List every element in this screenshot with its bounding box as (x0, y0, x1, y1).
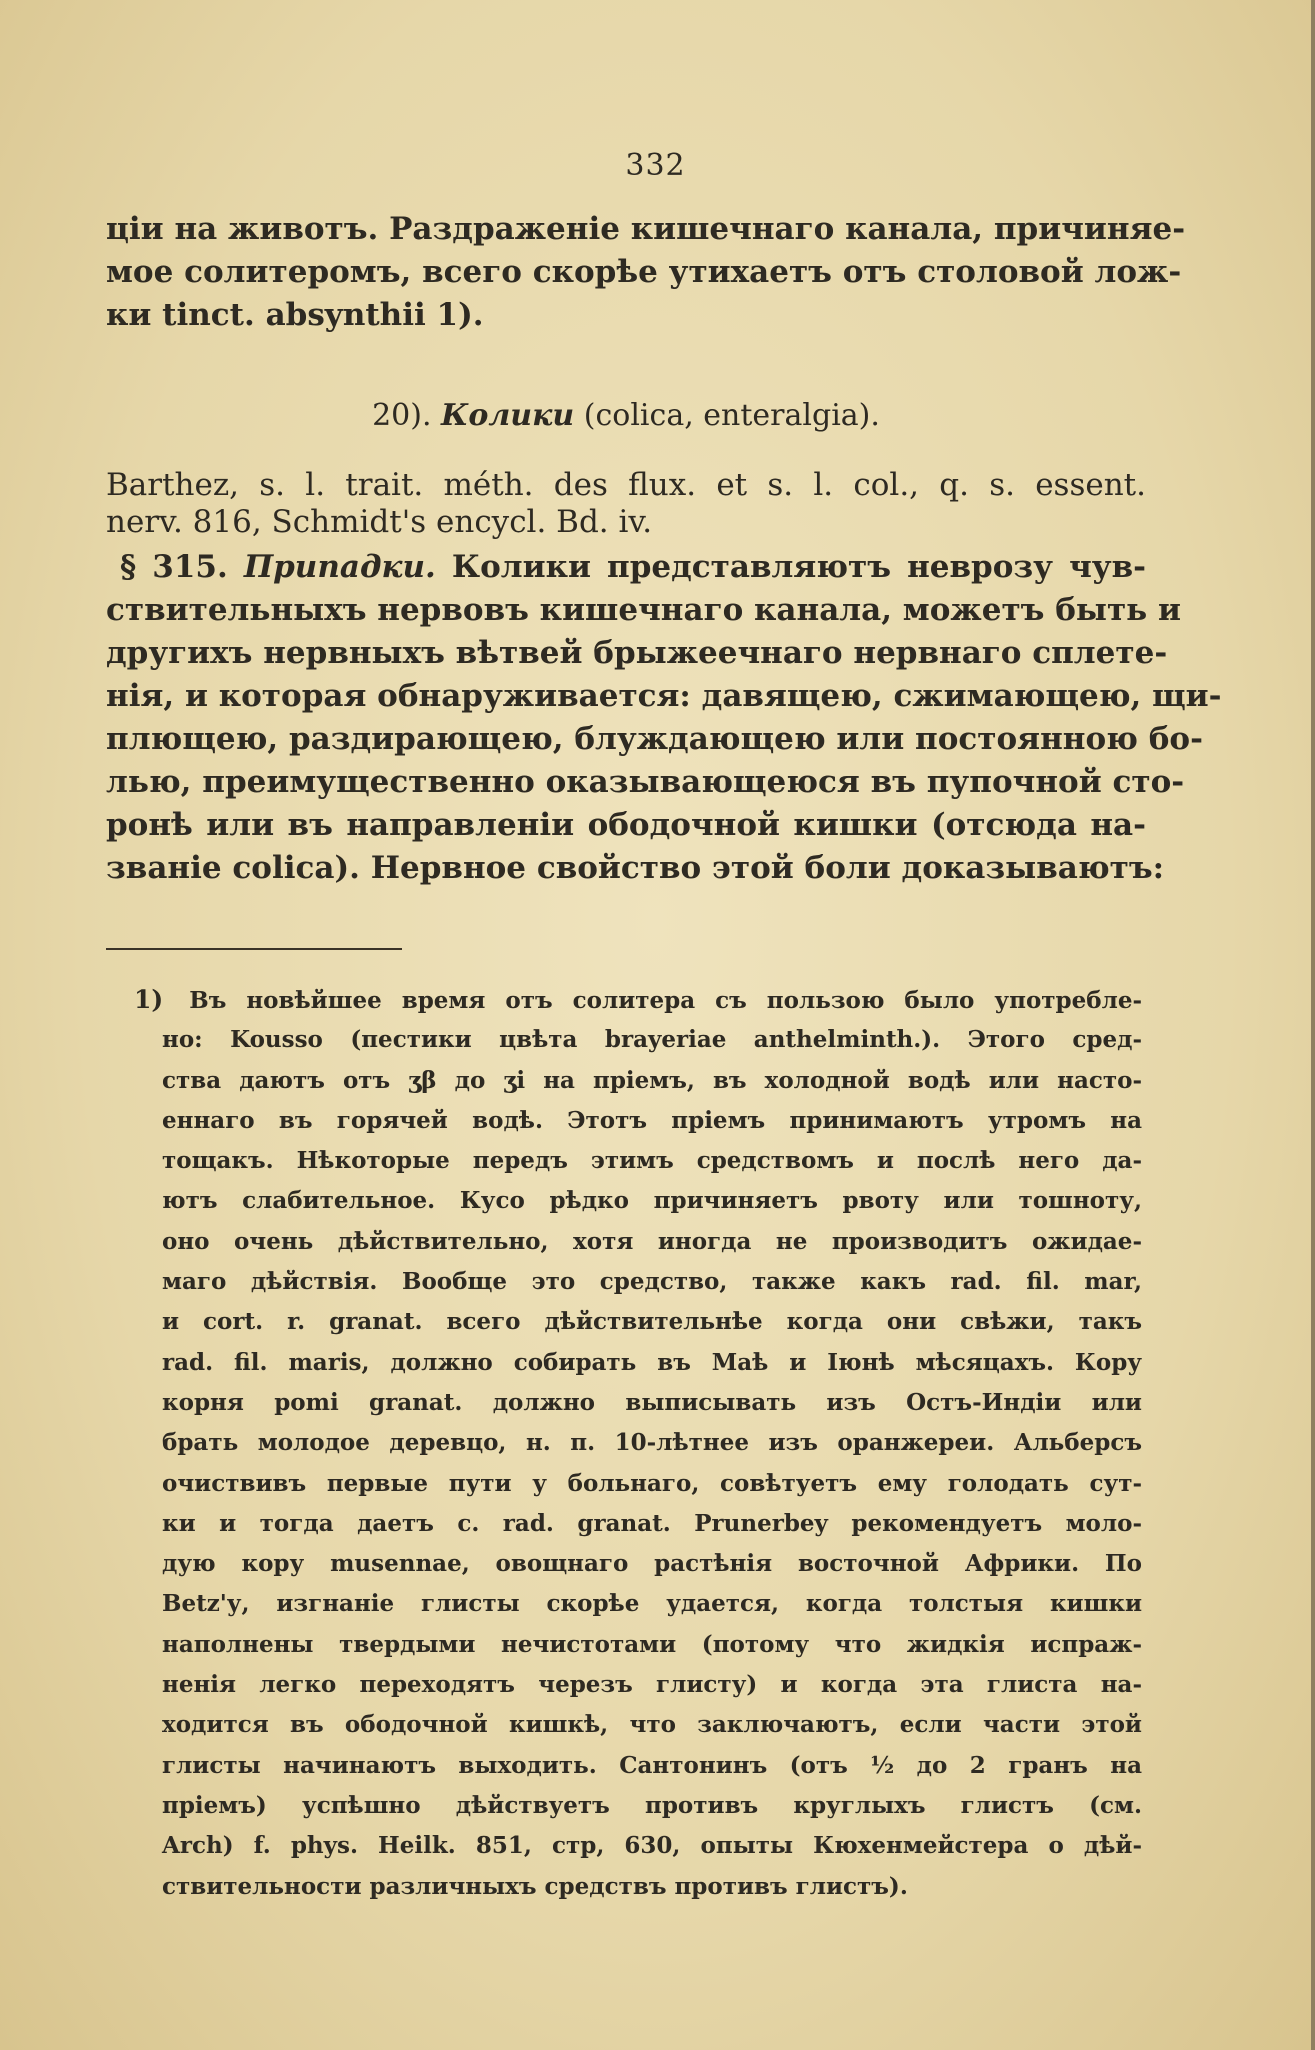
footnote-separator (106, 948, 402, 950)
footnote-line: ства даютъ отъ ʒβ до ʒi на пріемъ, въ холодной водѣ или насто- (162, 1066, 1142, 1094)
footnote-line: ки и тогда даетъ c. rad. granat. Prunerbey рекомендуетъ моло- (162, 1509, 1142, 1537)
footnote-line: наполнены твердыми нечистотами (потому что жидкія испраж- (162, 1630, 1142, 1658)
reference-line: Barthez, s. l. trait. méth. des flux. et s. l. col., q. s. essent. (106, 467, 1146, 503)
footnote-line: rad. fil. maris, должно собирать въ Маѣ и Іюнѣ мѣсяцахъ. Кору (162, 1348, 1142, 1376)
footnote-line: пріемъ) успѣшно дѣйствуетъ противъ круглыхъ глистъ (см. (162, 1791, 1142, 1819)
footnote-line: оно очень дѣйствительно, хотя иногда не производитъ ожидае- (162, 1227, 1142, 1255)
body-line: лью, преимущественно оказывающеюся въ пупочной сто- (106, 764, 1185, 800)
footnote-line: Arch) f. phys. Heilk. 851, стр, 630, опыты Кюхенмейстера о дѣй- (162, 1832, 1142, 1860)
footnote-line: ненія легко переходятъ черезъ глисту) и когда эта глиста на- (162, 1671, 1142, 1699)
body-line: званіе colica). Нервное свойство этой боли доказываютъ: (106, 850, 1165, 886)
section-first-line-text: Колики представляютъ неврозу чув- (451, 549, 1147, 585)
body-line: ствительныхъ нервовъ кишечнаго канала, можетъ быть и (106, 592, 1182, 628)
section-label: § 315. (120, 549, 228, 585)
heading-latin: (colica, enteralgia). (583, 398, 880, 433)
footnote-first-line-text: Въ новѣйшее время отъ солитера съ пользою было употребле- (189, 987, 1142, 1014)
section-title: Припадки. (243, 549, 436, 585)
footnote-line: брать молодое деревцо, н. п. 10-лѣтнее изъ оранжереи. Альберсъ (162, 1429, 1142, 1457)
page-number: 332 (625, 148, 686, 183)
reference-line: nerv. 816, Schmidt's encycl. Bd. iv. (106, 504, 653, 540)
footnote-line: дую кору musennae, овощнаго растѣнія восточной Африки. По (162, 1550, 1142, 1578)
section-heading (106, 394, 1146, 437)
footnote-line: ютъ слабительное. Кусо рѣдко причиняетъ рвоту или тошноту, (162, 1187, 1142, 1215)
footnote-line: тощакъ. Нѣкоторые передъ этимъ средствомъ и послѣ него да- (162, 1147, 1142, 1175)
references (106, 467, 1146, 541)
heading-title: Колики (441, 398, 575, 433)
footnote-line: но: Kousso (пестики цвѣта brayeriae anthelminth.). Этого сред- (162, 1026, 1142, 1054)
footnote-line: ствительности различныхъ средствъ противъ глистъ). (162, 1872, 908, 1900)
footnote-number: 1) (134, 985, 164, 1014)
body-line: ціи на животъ. Раздраженіе кишечнаго канала, причиняе- (106, 211, 1186, 247)
body-line: ки tinct. absynthii 1). (106, 297, 484, 333)
body-line: плющею, раздирающею, блуждающею или постоянною бо- (106, 721, 1203, 757)
body-line: нія, и которая обнаруживается: давящею, сжимающею, щи- (106, 678, 1222, 714)
footnote-line: и cort. r. granat. всего дѣйствительнѣе когда они свѣжи, такъ (162, 1308, 1142, 1336)
footnote-line: еннаго въ горячей водѣ. Этотъ пріемъ принимаютъ утромъ на (162, 1106, 1142, 1134)
footnote-first-line (134, 980, 1142, 1020)
footnote-line: Betz'у, изгнаніе глисты скорѣе удается, когда толстыя кишки (162, 1590, 1142, 1618)
body-line: ронѣ или въ направленіи ободочной кишки (отсюда на- (106, 807, 1146, 843)
footnote-line: корня pomi granat. должно выписывать изъ Остъ-Индіи или (162, 1388, 1142, 1416)
body-line: другихъ нервныхъ вѣтвей брыжеечнаго нервнаго сплете- (106, 635, 1168, 671)
section-first-line (106, 546, 1146, 589)
main-text (106, 208, 1222, 890)
footnote-line: глисты начинаютъ выходить. Сантонинъ (отъ ½ до 2 гранъ на (162, 1751, 1142, 1779)
body-line: мое солитеромъ, всего скорѣе утихаетъ отъ столовой лож- (106, 254, 1182, 290)
footnote-line: ходится въ ободочной кишкѣ, что заключаютъ, если части этой (162, 1711, 1142, 1739)
footnote (134, 980, 1142, 1907)
heading-number: 20). (372, 398, 432, 433)
footnote-line: маго дѣйствія. Вообще это средство, также какъ rad. fil. mar, (162, 1268, 1142, 1296)
footnote-line: очиствивъ первые пути у больнаго, совѣтуетъ ему голодать сут- (162, 1469, 1142, 1497)
